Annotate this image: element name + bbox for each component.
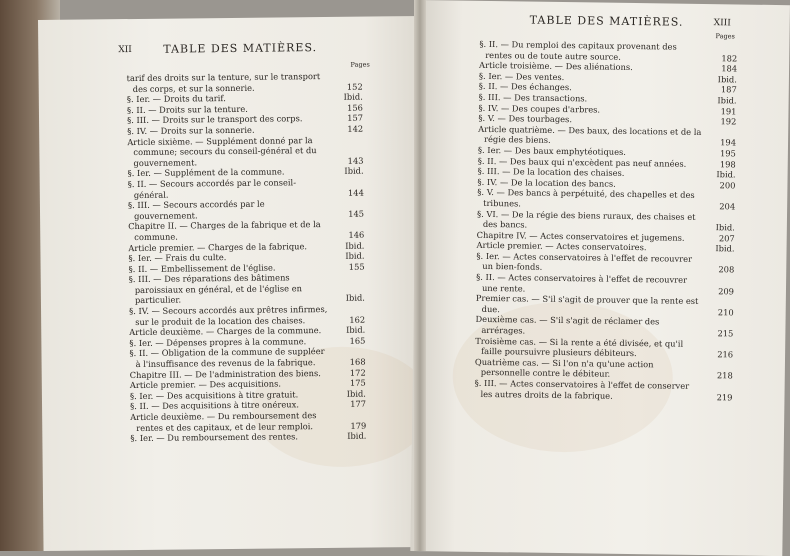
- toc-entry-page: Ibid.: [345, 240, 365, 251]
- toc-entry-title: Article sixième. — Supplément donné par la commune; secours du conseil-général et du gouvernement.: [127, 134, 317, 168]
- toc-entry: [130, 410, 366, 434]
- toc-entry-title: Premier cas. — S'il s'agit de prouver que la rente est due.: [475, 293, 699, 315]
- toc-entry-page: 168: [349, 356, 366, 367]
- toc-entry-title: Chapitre II. — Charges de la fabrique et de la commune.: [128, 219, 321, 242]
- toc-entry: [129, 346, 365, 370]
- toc-entry-page: 218: [716, 370, 733, 381]
- toc-entry-title: §. II. — Des baux qui n'excèdent pas neuf années.: [477, 155, 687, 169]
- toc-entry-title: §. III. — Secours accordés par le gouvernement.: [127, 198, 265, 221]
- toc-entry-title: §. II. — Des échanges.: [478, 81, 572, 93]
- toc-entry-title: §. Ier. — Du remboursement des rentes.: [130, 431, 299, 444]
- toc-entry-title: tarif des droits sur la tenture, sur le transport des corps, et sur la sonnerie.: [126, 71, 321, 94]
- toc-entry-title: §. IV. — De la location des bancs.: [477, 176, 616, 189]
- toc-entry-title: §. Ier. — Supplément de la commune.: [127, 166, 285, 179]
- right-page: [410, 0, 790, 556]
- toc-entry-title: Article premier. — Actes conservatoires.: [476, 240, 647, 253]
- toc-entry-page: 215: [717, 328, 734, 339]
- toc-entry-title: §. II. — Embellissement de l'église.: [128, 262, 276, 274]
- toc-entry-title: §. III. — De la location des chaises.: [477, 165, 625, 179]
- toc-entry: [128, 177, 364, 201]
- toc-entry-title: Deuxième cas. — S'il s'agit de réclamer des arrérages.: [475, 314, 660, 336]
- toc-entry: [128, 198, 364, 222]
- toc-entry-title: §. VI. — De la régie des biens ruraux, des chaises et des bancs.: [476, 208, 696, 230]
- toc-entry-page: Ibid.: [717, 95, 737, 106]
- toc-entry: [127, 134, 363, 168]
- right-pages-label: Pages: [715, 32, 735, 41]
- toc-entry-title: §. IV. — Des coupes d'arbres.: [478, 102, 601, 115]
- toc-entry-title: §. IV. — Droits sur la sonnerie.: [127, 124, 255, 137]
- toc-entry-title: §. II. — Des acquisitions à titre onéreux.: [129, 399, 299, 412]
- toc-entry-title: §. II. — Droits sur la tenture.: [126, 103, 248, 115]
- right-header: TABLE DES MATIÈRES.: [529, 13, 684, 29]
- toc-entry-title: Quatrième cas. — Si l'on n'a qu'une action personnelle contre le débiteur.: [474, 356, 654, 380]
- toc-entry-page: 209: [718, 285, 735, 297]
- toc-entry-title: Chapitre III. — De l'administration des biens.: [129, 367, 321, 380]
- toc-entry-page: 165: [349, 335, 366, 346]
- toc-entry-page: 179: [350, 420, 367, 431]
- toc-entry-title: §. Ier. — Frais du culte.: [128, 252, 227, 264]
- toc-entry-title: §. II. — Actes conservatoires à l'effet de recouvrer une rente.: [476, 271, 688, 294]
- toc-entry-page: Ibid.: [345, 293, 365, 304]
- toc-entry-title: §. Ier. — Des ventes.: [478, 70, 565, 82]
- toc-entry-title: §. Ier. — Droits du tarif.: [126, 93, 226, 105]
- toc-entry-page: 198: [719, 158, 736, 169]
- toc-entry-page: 177: [350, 398, 367, 410]
- toc-entry-page: Ibid.: [715, 222, 735, 233]
- toc-entry: [127, 71, 363, 95]
- toc-entry-page: 155: [348, 261, 365, 272]
- toc-entry-title: Article premier. — Charges de la fabrique.: [128, 240, 308, 253]
- toc-entry-title: §. III. — Droits sur le transport des corps.: [127, 113, 303, 126]
- toc-entry-title: §. II. — Secours accordés par le conseil-général.: [127, 177, 297, 200]
- toc-entry-page: Ibid.: [346, 324, 366, 336]
- toc-entry: [128, 219, 364, 243]
- toc-entry-page: 210: [717, 307, 734, 318]
- toc-entry-page: 152: [346, 81, 363, 92]
- toc-entry-page: 219: [716, 391, 733, 403]
- toc-entry-page: Ibid.: [347, 430, 367, 441]
- left-pages-label: Pages: [350, 60, 370, 69]
- toc-entry-title: §. III. — Des réparations des bâtimens paroissiaux en général, et de l'église en particulier.: [128, 272, 302, 306]
- toc-entry-page: 142: [347, 123, 364, 134]
- left-entries-list: [127, 71, 367, 444]
- toc-entry-page: 145: [348, 208, 365, 219]
- toc-entry-title: Article deuxième. — Charges de la commune.: [129, 325, 322, 338]
- toc-entry-page: 187: [720, 84, 737, 95]
- toc-entry-title: Troisième cas. — Si la rente a été divisée, et qu'il faille poursuivre plusieurs débiteurs.: [475, 335, 684, 359]
- toc-entry-page: 194: [720, 137, 737, 148]
- toc-entry-page: 200: [719, 179, 736, 191]
- toc-entry-title: §. V. — Des tourbages.: [478, 113, 573, 125]
- toc-entry-page: Ibid.: [346, 388, 366, 399]
- toc-entry-page: Ibid.: [344, 165, 364, 177]
- toc-entry-page: 143: [347, 155, 364, 166]
- toc-entry: [474, 378, 732, 403]
- toc-entry-page: 146: [348, 229, 365, 240]
- toc-entry-title: §. IV. — Secours accordés aux prêtres infirmes, sur le produit de la location des chaises.: [129, 304, 328, 327]
- toc-entry: [129, 272, 365, 306]
- toc-entry-page: 156: [347, 102, 363, 113]
- toc-entry-title: §. II. — Obligation de la commune de suppléer à l'insuffisance des revenus de la fabrique.: [129, 346, 325, 370]
- toc-entry-page: 195: [719, 148, 736, 159]
- toc-entry-page: 157: [347, 112, 364, 124]
- toc-entry-page: 191: [720, 105, 737, 117]
- toc-entry-title: §. Ier. — Des acquisitions à titre gratuit.: [129, 389, 299, 401]
- toc-entry-page: 172: [349, 367, 366, 378]
- book-gutter: [414, 0, 426, 551]
- toc-entry-page: 192: [720, 116, 737, 127]
- toc-entry-page: 216: [717, 349, 734, 360]
- toc-entry-title: Article quatrième. — Des baux, des locations et de la régie des biens.: [478, 123, 702, 146]
- toc-entry-page: 184: [721, 63, 738, 74]
- toc-entry-title: §. Ier. — Des baux emphytéotiques.: [477, 144, 627, 157]
- toc-entry-page: 208: [718, 264, 735, 275]
- toc-entry-page: 175: [349, 377, 366, 388]
- toc-entry-page: 204: [719, 201, 736, 212]
- right-folio: XIII: [713, 18, 731, 29]
- toc-entry-page: Ibid.: [716, 169, 736, 180]
- toc-entry-title: §. II. — Du remploi des capitaux provenant des rentes ou de toute autre source.: [479, 38, 677, 62]
- toc-entry-title: Article troisième. — Des aliénations.: [479, 60, 633, 73]
- toc-entry-page: Ibid.: [715, 243, 735, 254]
- toc-entry-title: §. III. — Actes conservatoires à l'effet de conserver les autres droits de la fabrique.: [474, 377, 690, 401]
- left-page: [38, 16, 428, 551]
- toc-entry-title: Chapitre IV. — Actes conservatoires et jugemens.: [476, 229, 685, 243]
- toc-entry-page: Ibid.: [717, 73, 737, 85]
- toc-entry-page: Ibid.: [343, 91, 363, 102]
- toc-entry-title: §. V. — Des bancs à perpétuité, des chapelles et des tribunes.: [477, 187, 695, 209]
- toc-entry-title: Article premier. — Des acquisitions.: [129, 378, 282, 391]
- toc-entry-page: Ibid.: [345, 250, 365, 261]
- toc-entry-page: 182: [721, 52, 738, 64]
- toc-entry-title: §. III. — Des transactions.: [478, 91, 588, 104]
- toc-entry-title: §. Ier. — Dépenses propres à la commune.: [129, 336, 307, 348]
- toc-entry-page: 162: [349, 314, 366, 325]
- left-folio: XII: [118, 45, 132, 56]
- toc-entry: [129, 304, 365, 328]
- toc-entry-title: §. Ier. — Actes conservatoires à l'effet de recouvrer un bien-fonds.: [476, 250, 693, 273]
- left-header: TABLE DES MATIÈRES.: [163, 41, 318, 56]
- toc-entry-page: 207: [718, 232, 735, 244]
- toc-entry-title: Article deuxième. — Du remboursement des rentes et des capitaux, et de leur remploi.: [130, 410, 317, 433]
- toc-entry-page: 144: [347, 187, 364, 198]
- right-entries-list: [474, 39, 737, 403]
